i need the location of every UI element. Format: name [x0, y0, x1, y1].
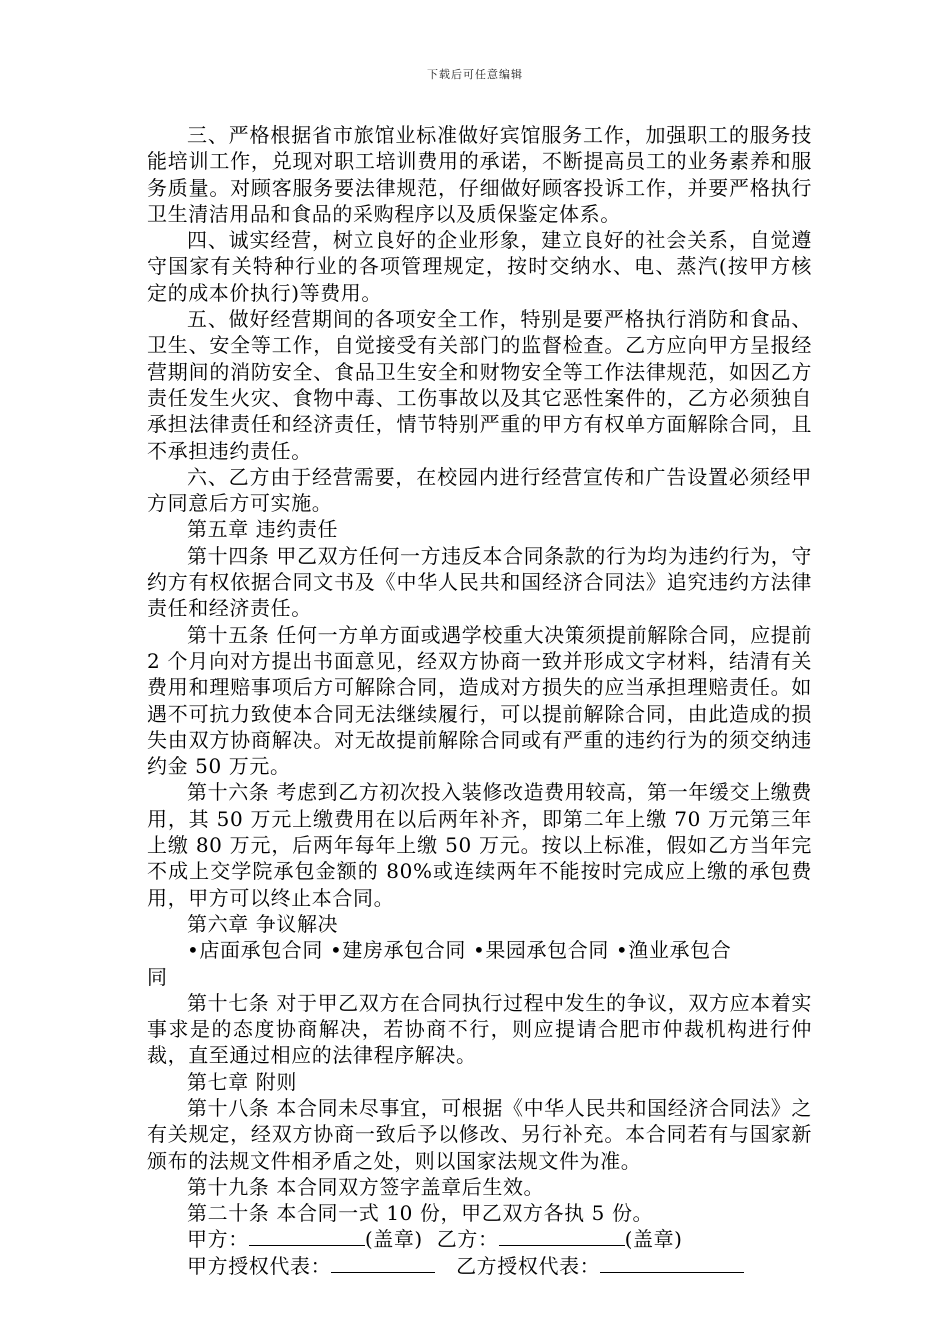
article-20: 第二十条 本合同一式 10 份，甲乙双方各执 5 份。 [187, 1201, 654, 1226]
signature-parties-line [147, 1226, 812, 1252]
party-a-blank [249, 1227, 365, 1246]
article-18: 第十八条 本合同未尽事宜，可根据《中华人民共和国经济合同法》之有关规定，经双方协商一致后予以修改、另行补充。本合同若有与国家新颁布的法规文件相矛盾之处，则以国家法规文件为准。 [147, 1095, 812, 1173]
related-link-4[interactable]: •渔业承包合 [615, 938, 732, 963]
chapter-five-heading: 第五章 违约责任 [187, 517, 339, 542]
article-16: 第十六条 考虑到乙方初次投入装修改造费用较高，第一年缓交上缴费用，其 50 万元上缴费用在以后两年补齐，即第二年上缴 70 万元第三年上缴 80 万元，后两年每年上缴 50 万元。按以上标准，假如乙方当年完不成上交学院承包金额的 80%或连续两年不能按时完成应上缴的承包费用，甲方可以终止本合同。 [147, 780, 812, 910]
party-a-seal: (盖章) [364, 1227, 423, 1252]
party-b-seal: (盖章) [624, 1227, 683, 1252]
rep-a-label: 甲方授权代表： [187, 1253, 332, 1278]
clause-four: 四、诚实经营，树立良好的企业形象，建立良好的社会关系，自觉遵守国家有关特种行业的各项管理规定，按时交纳水、电、蒸汽(按甲方核定的成本价执行)等费用。 [147, 228, 812, 305]
rep-a-blank [331, 1254, 435, 1273]
chapter-seven-heading: 第七章 附则 [187, 1069, 297, 1094]
related-links [147, 937, 812, 963]
related-link-1[interactable]: •店面承包合同 [187, 938, 323, 963]
clause-six: 六、乙方由于经营需要，在校园内进行经营宣传和广告设置必须经甲方同意后方可实施。 [147, 464, 812, 516]
rep-b-label: 乙方授权代表： [456, 1253, 601, 1278]
chapter-six-heading: 第六章 争议解决 [187, 911, 339, 936]
article-19: 第十九条 本合同双方签字盖章后生效。 [187, 1174, 545, 1199]
article-17: 第十七条 对于甲乙双方在合同执行过程中发生的争议，双方应本着实事求是的态度协商解决，若协商不行，则应提请合肥市仲裁机构进行仲裁，直至通过相应的法律程序解决。 [147, 990, 812, 1068]
party-b-label: 乙方： [436, 1227, 499, 1252]
article-15: 第十五条 任何一方单方面或遇学校重大决策须提前解除合同，应提前 2 个月向对方提出书面意见，经双方协商一致并形成文字材料，结清有关费用和理赔事项后方可解除合同，造成对方损失的应当承担理赔责任。如遇不可抗力致使本合同无法继续履行，可以提前解除合同，由此造成的损失由双方协商解决。对无故提前解除合同或有严重的违约行为的须交纳违约金 50 万元。 [147, 622, 812, 779]
related-link-2[interactable]: •建房承包合同 [329, 938, 466, 963]
page-header: 下载后可任意编辑 [427, 68, 523, 81]
clause-five: 五、做好经营期间的各项安全工作，特别是要严格执行消防和食品、卫生、安全等工作，自觉接受有关部门的监督检查。乙方应向甲方呈报经营期间的消防安全、食品卫生安全和财物安全等工作法律规范，如因乙方责任发生火灾、食物中毒、工伤事故以及其它恶性案件的，乙方必须独自承担法律责任和经济责任，情节特别严重的甲方有权单方面解除合同，且不承担违约责任。 [147, 307, 812, 463]
related-link-3[interactable]: •果园承包合同 [472, 938, 609, 963]
party-b-blank [499, 1227, 625, 1246]
document-body [147, 122, 812, 1279]
rep-b-blank [600, 1254, 744, 1273]
party-a-label: 甲方： [187, 1227, 249, 1252]
clause-three: 三、严格根据省市旅馆业标准做好宾馆服务工作，加强职工的服务技能培训工作，兑现对职工培训费用的承诺，不断提高员工的业务素养和服务质量。对顾客服务要法律规范，仔细做好顾客投诉工作，并要严格执行卫生清洁用品和食品的采购程序以及质保鉴定体系。 [147, 123, 812, 226]
related-link-wrap[interactable]: 同 [147, 964, 168, 989]
signature-reps-line [147, 1253, 812, 1279]
article-14: 第十四条 甲乙双方任何一方违反本合同条款的行为均为违约行为，守约方有权依据合同文书及《中华人民共和国经济合同法》追究违约方法律责任和经济责任。 [147, 543, 812, 621]
